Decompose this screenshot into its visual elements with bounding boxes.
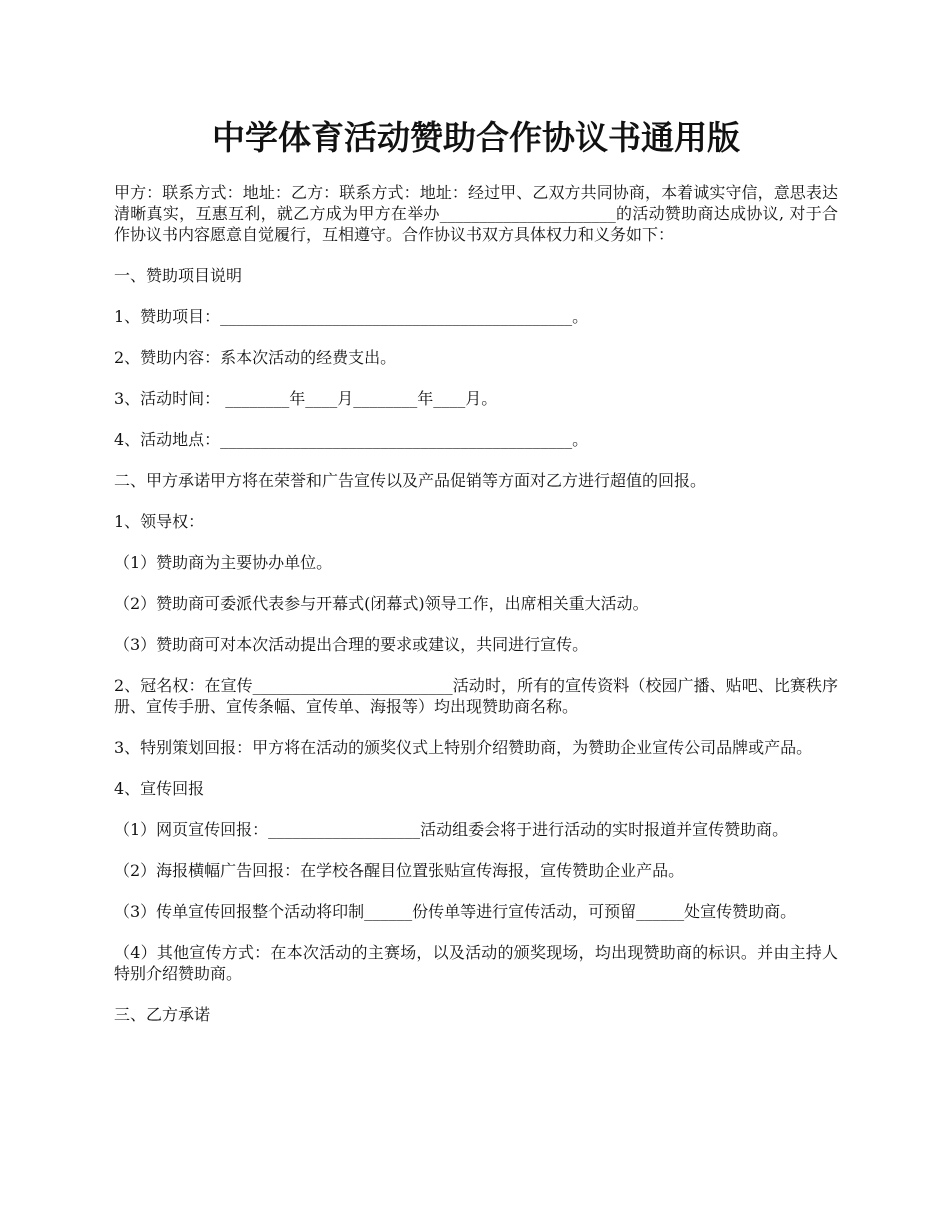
clause-publicity-3: （3）传单宣传回报整个活动将印制______份传单等进行宣传活动，可预留______处宣传赞助商。 [114, 902, 797, 921]
clause-sponsor-project: 1、赞助项目：____________________________________________。 [114, 307, 589, 326]
clause-event-time: 3、活动时间： ________年____月________年____月。 [114, 389, 498, 408]
clause-sponsor-content: 2、赞助内容：系本次活动的经费支出。 [114, 348, 397, 367]
clause-publicity-1: （1）网页宣传回报：___________________活动组委会将于进行活动的实时报道并宣传赞助商。 [114, 820, 789, 839]
clause-leadership: 1、领导权： [114, 512, 205, 531]
clause-special-planning: 3、特别策划回报：甲方将在活动的颁奖仪式上特别介绍赞助商，为赞助企业宣传公司品牌或产品。 [114, 738, 813, 757]
clause-leadership-2: （2）赞助商可委派代表参与开幕式(闭幕式)领导工作，出席相关重大活动。 [114, 594, 649, 613]
clause-leadership-1: （1）赞助商为主要协办单位。 [114, 553, 333, 572]
section-heading-party-a: 二、甲方承诺甲方将在荣誉和广告宣传以及产品促销等方面对乙方进行超值的回报。 [114, 471, 707, 490]
document-body [114, 182, 838, 1025]
clause-publicity: 4、宣传回报 [114, 779, 205, 798]
section-heading-sponsorship: 一、赞助项目说明 [114, 266, 243, 285]
intro-paragraph: 甲方：联系方式：地址：乙方：联系方式：地址：经过甲、乙双方共同协商，本着诚实守信，意思表达清晰真实，互惠互利，就乙方成为甲方在举办______________________的活动赞助商达成协议, 对于合作协议书内容愿意自觉履行，互相遵守。合作协议书双方具体权力和义务如下： [114, 183, 838, 244]
clause-leadership-3: （3）赞助商可对本次活动提出合理的要求或建议，共同进行宣传。 [114, 635, 589, 654]
document-title: 中学体育活动赞助合作协议书通用版 [212, 118, 740, 157]
clause-naming-rights: 2、冠名权：在宣传_________________________活动时，所有的宣传资料（校园广播、贴吧、比赛秩序册、宣传手册、宣传条幅、宣传单、海报等）均出现赞助商名称。 [114, 676, 838, 716]
clause-event-location: 4、活动地点：____________________________________________。 [114, 430, 589, 449]
clause-publicity-2: （2）海报横幅广告回报：在学校各醒目位置张贴宣传海报，宣传赞助企业产品。 [114, 861, 685, 880]
clause-publicity-4: （4）其他宣传方式：在本次活动的主赛场，以及活动的颁奖现场，均出现赞助商的标识。并由主持人特别介绍赞助商。 [114, 943, 838, 983]
section-heading-party-b: 三、乙方承诺 [114, 1005, 211, 1024]
